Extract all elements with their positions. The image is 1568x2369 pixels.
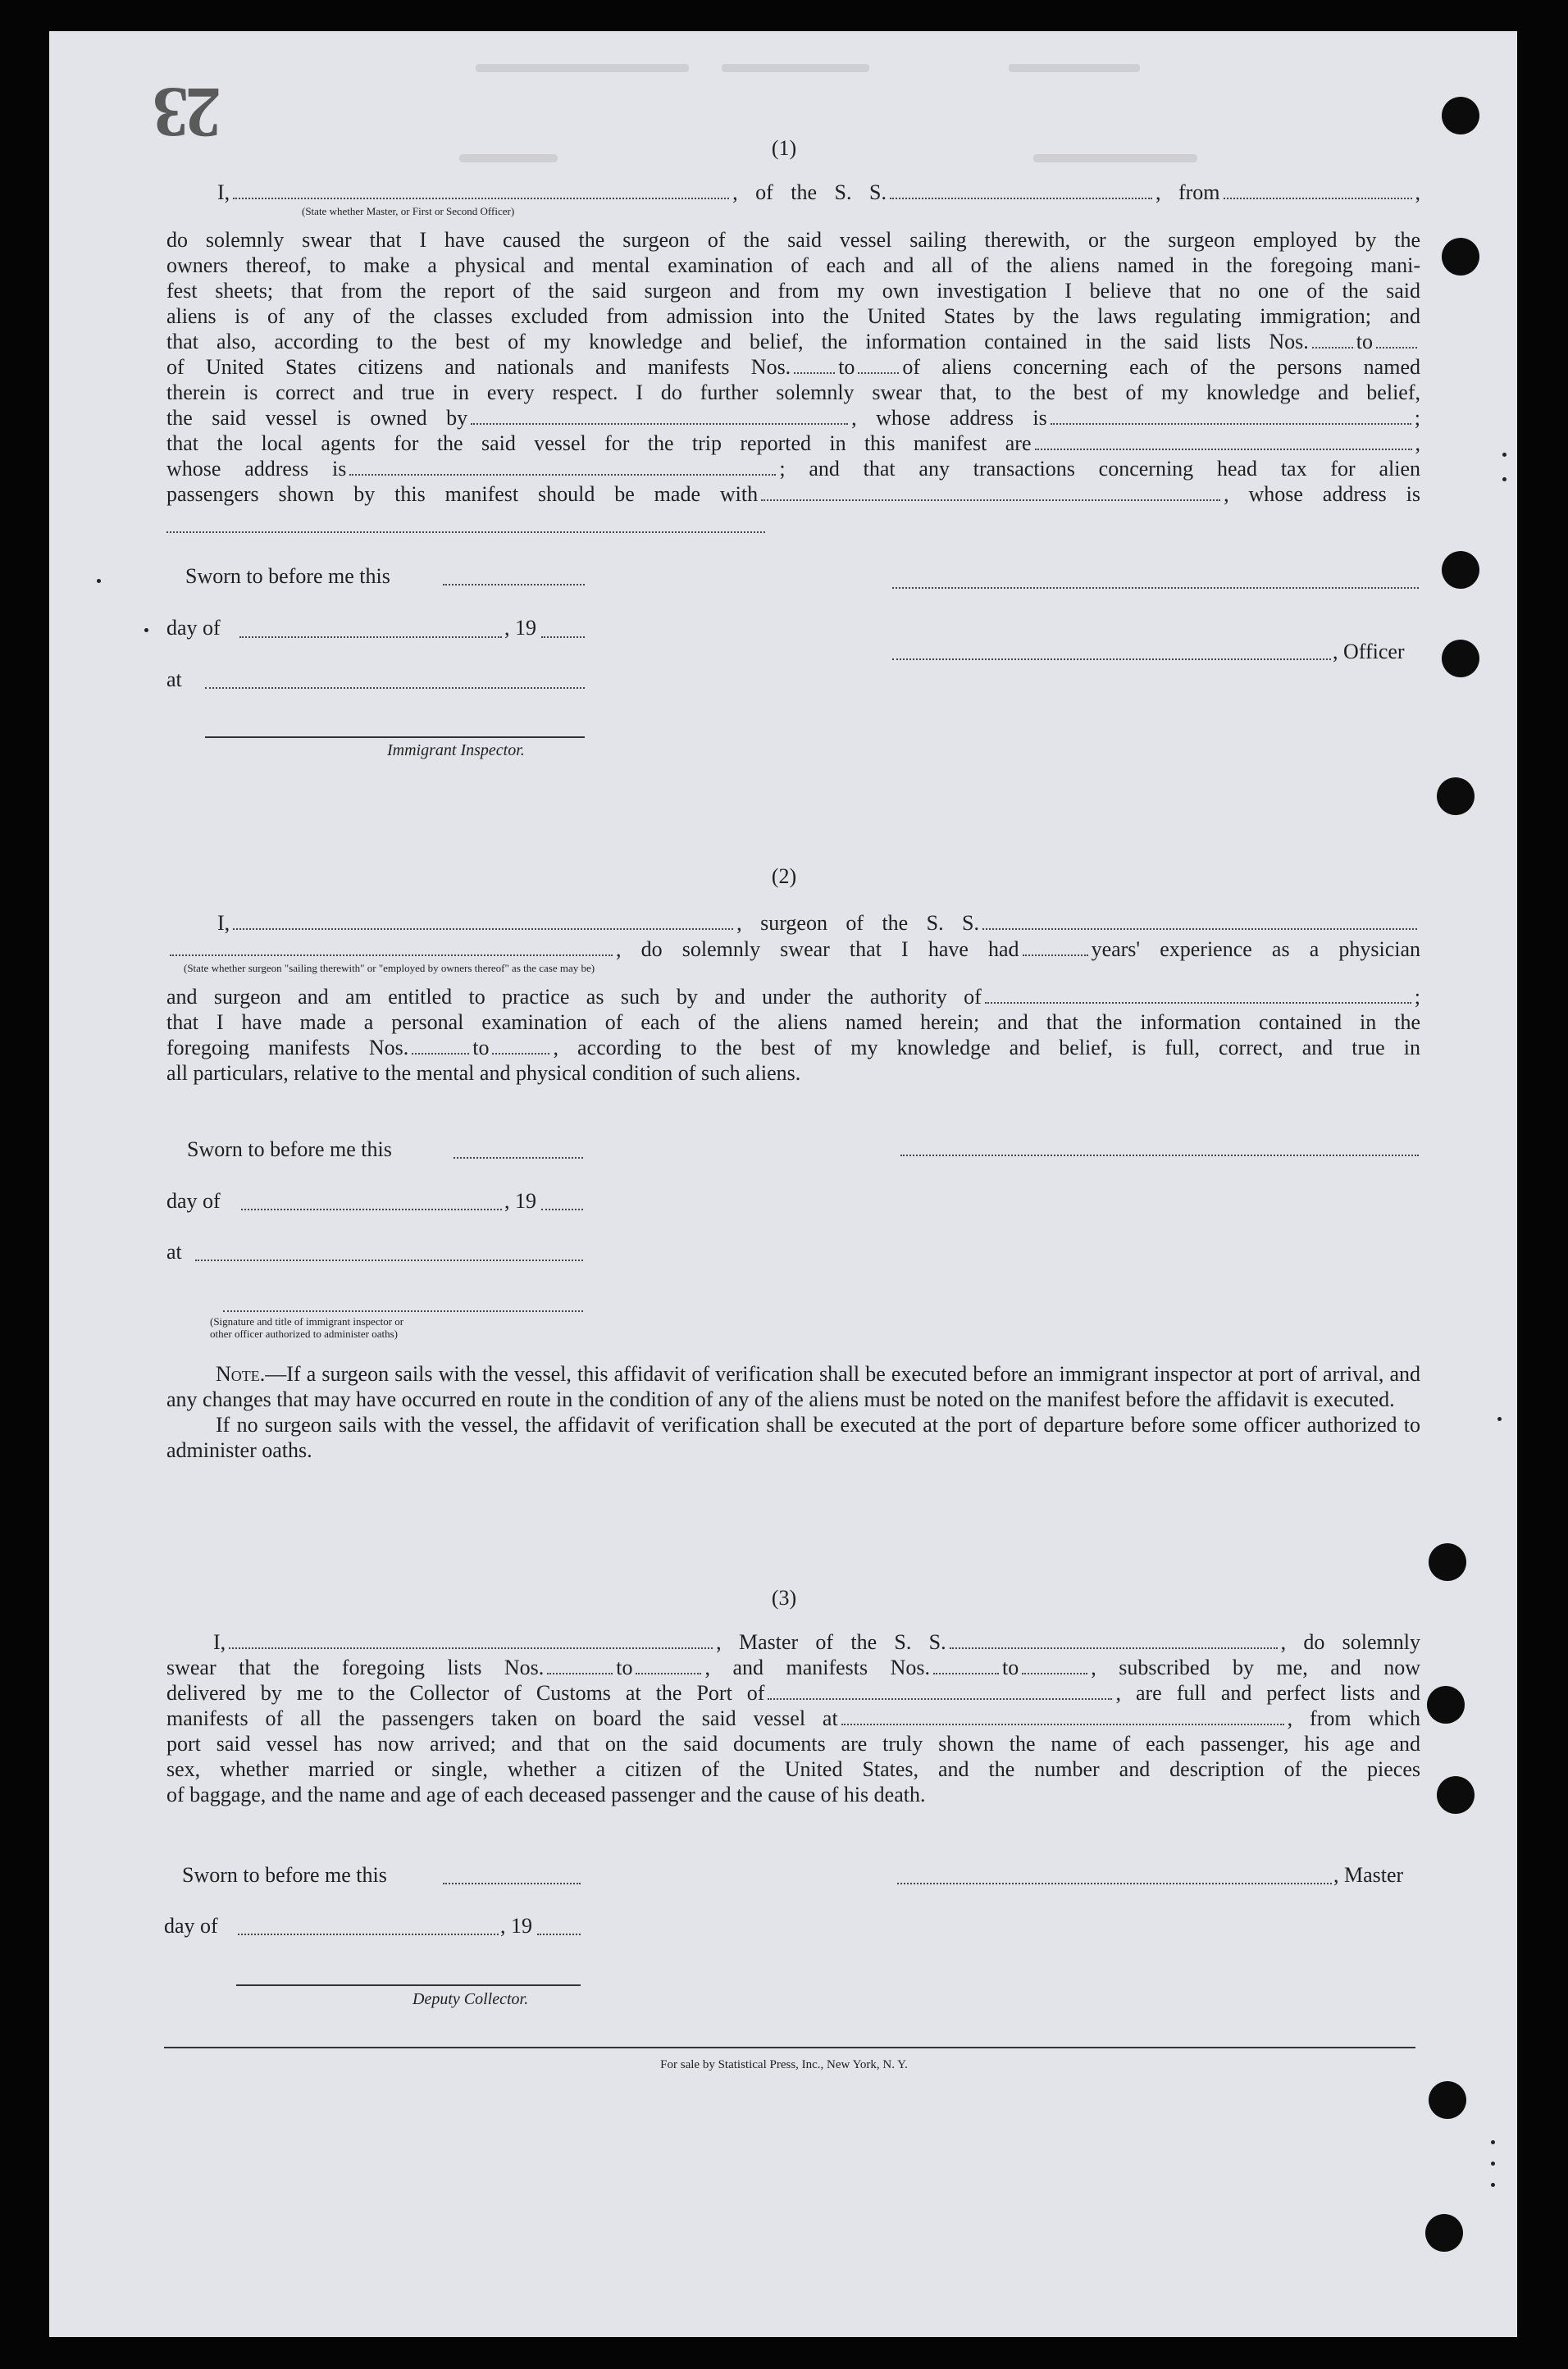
- binder-hole: [1442, 551, 1479, 589]
- boarding-port-field[interactable]: [841, 1724, 1284, 1725]
- section-1-heading: (1): [771, 136, 797, 160]
- binder-hole: [1429, 2081, 1466, 2119]
- lists-no-from-field[interactable]: [1312, 347, 1353, 349]
- binder-hole: [1437, 1776, 1475, 1814]
- s2-month-field[interactable]: [241, 1209, 502, 1210]
- s2-line: all particulars, relative to the mental and physical condition of such aliens.: [166, 1061, 801, 1085]
- bleed-through-text: [1009, 64, 1140, 72]
- binder-hole: [1429, 1543, 1466, 1581]
- agents-address-field[interactable]: [349, 474, 776, 476]
- s3-line: of baggage, and the name and age of each deceased passenger and the cause of his death.: [166, 1783, 926, 1806]
- s1-officer-signature-field[interactable]: [892, 587, 1419, 589]
- lists-no-to-field[interactable]: [1376, 347, 1417, 349]
- s2-line: , do solemnly swear that I have had years' experience as a physician: [166, 937, 1420, 962]
- s2-sworn-label: Sworn to before me this: [187, 1137, 392, 1161]
- head-tax-party-field[interactable]: [761, 499, 1220, 501]
- binder-hole: [1427, 1686, 1465, 1724]
- s2-year-field[interactable]: [541, 1209, 583, 1210]
- s1-line: that the local agents for the said vessel for the trip reported in this manifest are ,: [166, 431, 1420, 455]
- printer-imprint: For sale by Statistical Press, Inc., New York, N. Y.: [660, 2058, 908, 2071]
- customs-port-field[interactable]: [768, 1698, 1112, 1700]
- ship-name-field[interactable]: [890, 198, 1152, 199]
- s2-sworn-date-field[interactable]: [454, 1157, 583, 1159]
- s3-line: port said vessel has now arrived; and that on the said documents are truly shown the name of each passenger, his age and: [166, 1732, 1420, 1756]
- s1-inspector-label: Immigrant Inspector.: [387, 741, 525, 759]
- s3-sworn-date-field[interactable]: [443, 1883, 581, 1884]
- s1-line: owners thereof, to make a physical and mental examination of each and all of the aliens named in the foregoing mani-: [166, 253, 1420, 277]
- s1-officer-label: , Officer: [1333, 640, 1405, 663]
- officer-rank-field[interactable]: [233, 198, 729, 199]
- s3-first-line: I, , Master of the S. S. , do solemnly: [213, 1630, 1420, 1654]
- s1-line: therein is correct and true in every respect. I do further solemnly swear that, to the best of my knowledge and belief,: [166, 380, 1420, 404]
- s2-manifests-to-field[interactable]: [492, 1053, 549, 1055]
- s1-inspector-signature-line[interactable]: [205, 736, 585, 738]
- surgeon-name-field[interactable]: [233, 928, 733, 930]
- bleed-through-text: [476, 64, 689, 72]
- speck: [97, 579, 101, 583]
- s2-inspector-signature-field[interactable]: [223, 1310, 583, 1312]
- port-from-field[interactable]: [1224, 198, 1412, 199]
- s1-officer-name-field[interactable]: [892, 658, 1331, 660]
- s2-line: that I have made a personal examination of each of the aliens named herein; and that the information contained in the: [166, 1010, 1420, 1034]
- manifests-no-from-field[interactable]: [794, 372, 835, 374]
- s2-line: and surgeon and am entitled to practice as such by and under the authority of ;: [166, 985, 1420, 1009]
- s3-month-field[interactable]: [238, 1934, 499, 1935]
- section-3-heading: (3): [771, 1586, 797, 1610]
- s1-line: that also, according to the best of my knowledge and belief, the information contained in the said lists Nos. to: [166, 330, 1420, 354]
- binder-hole: [1437, 777, 1475, 815]
- head-tax-address-field[interactable]: [166, 531, 765, 533]
- s2-manifests-from-field[interactable]: [412, 1053, 469, 1055]
- s3-year-label: , 19: [500, 1914, 532, 1938]
- s2-signature-caption-2: other officer authorized to administer oaths): [210, 1328, 398, 1340]
- s1-at-field[interactable]: [205, 687, 585, 689]
- s1-line: aliens is of any of the classes excluded from admission into the United States by the laws regulating immigration; and: [166, 304, 1420, 328]
- practice-authority-field[interactable]: [985, 1002, 1411, 1004]
- s1-month-field[interactable]: [239, 636, 502, 638]
- s2-year-label: , 19: [504, 1189, 536, 1213]
- speck: [1497, 1417, 1502, 1421]
- s2-surgeon-signature-field[interactable]: [900, 1155, 1419, 1156]
- s3-deputy-signature-line[interactable]: [236, 1984, 581, 1986]
- speck: [1502, 477, 1506, 481]
- s1-line: whose address is ; and that any transactions concerning head tax for alien: [166, 457, 1420, 481]
- s2-surgeon-caption: (State whether surgeon "sailing therewith" or "employed by owners thereof" as the case may be): [184, 962, 595, 974]
- speck: [1491, 2162, 1495, 2166]
- bleed-through-text: [722, 64, 869, 72]
- s1-year-field[interactable]: [541, 636, 585, 638]
- s1-rank-caption: (State whether Master, or First or Second Officer): [302, 205, 515, 217]
- binder-hole: [1442, 640, 1479, 677]
- s3-line: swear that the foregoing lists Nos. to , and manifests Nos. to , subscribed by me, and now: [166, 1656, 1421, 1679]
- page-number: 23: [156, 72, 221, 152]
- s3-year-field[interactable]: [537, 1934, 581, 1935]
- s3-ship-name-field[interactable]: [950, 1647, 1278, 1649]
- s2-line: foregoing manifests Nos. to , according to the best of my knowledge and belief, is full, correct, and true in: [166, 1036, 1420, 1059]
- surgeon-type-field[interactable]: [170, 954, 613, 956]
- binder-hole: [1442, 97, 1479, 134]
- manifests-no-to-field[interactable]: [858, 372, 899, 374]
- s3-line: manifests of all the passengers taken on board the said vessel at , from which: [166, 1706, 1420, 1730]
- s3-master-name-field[interactable]: [229, 1647, 713, 1649]
- speck: [1502, 453, 1506, 457]
- s2-signature-caption-1: (Signature and title of immigrant inspector or: [210, 1315, 404, 1328]
- s1-sworn-date-field[interactable]: [443, 584, 585, 585]
- s3-lists-to-field[interactable]: [636, 1673, 701, 1674]
- s1-at-label: at: [166, 667, 182, 691]
- binder-hole: [1442, 238, 1479, 276]
- s3-manifests-from-field[interactable]: [933, 1673, 999, 1674]
- s3-line: delivered by me to the Collector of Customs at the Port of , are full and perfect lists and: [166, 1681, 1420, 1705]
- s1-line: of United States citizens and nationals and manifests Nos. to of aliens concerning each of the persons named: [166, 355, 1420, 379]
- speck: [144, 628, 148, 632]
- years-experience-field[interactable]: [1023, 954, 1088, 956]
- s1-day-of-label: day of: [166, 616, 221, 640]
- note-label: Note.: [216, 1362, 266, 1386]
- section-2-heading: (2): [771, 864, 797, 888]
- s3-day-of-label: day of: [164, 1914, 218, 1938]
- s3-deputy-label: Deputy Collector.: [413, 1990, 529, 2008]
- local-agents-field[interactable]: [1035, 449, 1412, 450]
- s1-line: the said vessel is owned by , whose address is ;: [166, 406, 1420, 430]
- s2-day-of-label: day of: [166, 1189, 221, 1213]
- s3-lists-from-field[interactable]: [547, 1673, 613, 1674]
- vessel-owner-field[interactable]: [471, 423, 848, 425]
- s1-line: fest sheets; that from the report of the said surgeon and from my own investigation I believe that no one of the said: [166, 279, 1420, 303]
- s3-line: sex, whether married or single, whether a citizen of the United States, and the number and description of the pieces: [166, 1757, 1420, 1781]
- s2-at-field[interactable]: [195, 1260, 583, 1261]
- note-paragraph-1: Note.—If a surgeon sails with the vessel, this affidavit of verification shall be executed before an immigrant inspector at port of arrival, and any changes that may have occurred en route in the condition of any of the aliens must be noted on the manifest before the affidavit is executed.: [166, 1362, 1420, 1411]
- s2-first-line: I, , surgeon of the S. S.: [217, 911, 1420, 936]
- s1-first-line: I, , of the S. S. , from ,: [217, 180, 1420, 204]
- s1-line: passengers shown by this manifest should be made with , whose address is: [166, 482, 1420, 506]
- s1-year-label: , 19: [504, 616, 536, 640]
- footer-rule: [164, 2047, 1415, 2048]
- s3-master-signature-field[interactable]: [897, 1883, 1332, 1884]
- speck: [1491, 2140, 1495, 2144]
- speck: [1491, 2183, 1495, 2187]
- s2-ship-name-field[interactable]: [982, 928, 1417, 930]
- s3-master-label: , Master: [1333, 1863, 1404, 1887]
- s1-sworn-label: Sworn to before me this: [185, 564, 390, 588]
- binder-hole: [1425, 2214, 1463, 2252]
- s2-note: [166, 1361, 1420, 1463]
- s2-at-label: at: [166, 1240, 182, 1264]
- s3-manifests-to-field[interactable]: [1022, 1673, 1087, 1674]
- note-paragraph-2: If no surgeon sails with the vessel, the affidavit of verification shall be executed at the port of departure before some officer authorized to administer oaths.: [166, 1413, 1420, 1462]
- s3-sworn-label: Sworn to before me this: [182, 1863, 387, 1887]
- s1-line: do solemnly swear that I have caused the surgeon of the said vessel sailing therewith, or the surgeon employed by the: [166, 228, 1420, 252]
- owner-address-field[interactable]: [1051, 423, 1411, 425]
